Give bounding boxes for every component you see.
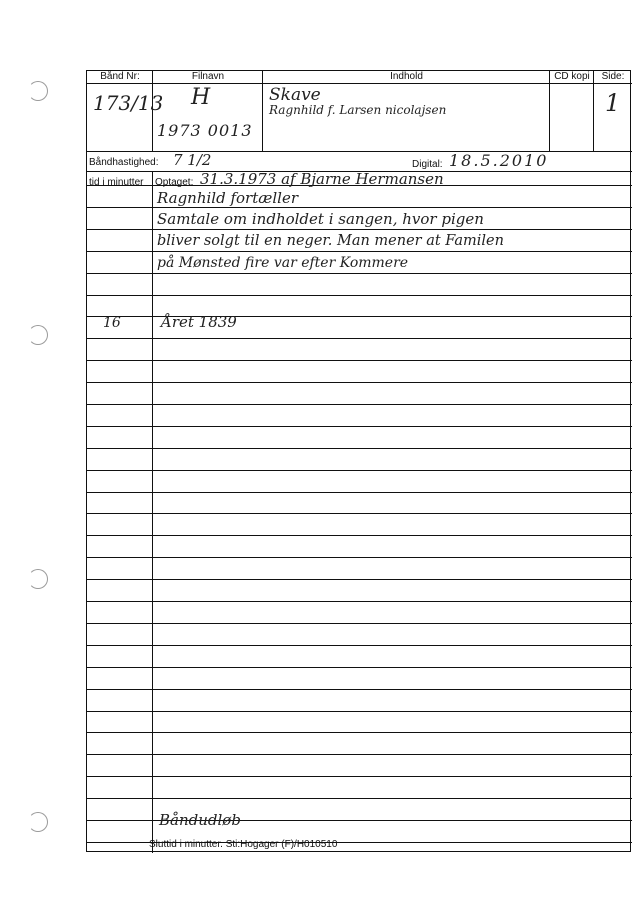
rule-line <box>87 601 632 602</box>
rule-line <box>87 404 632 405</box>
filnavn-number: 1973 0013 <box>157 121 253 140</box>
rule-line <box>87 229 632 230</box>
row-time: 16 <box>103 315 121 331</box>
tid-label: tid i minutter <box>89 177 144 188</box>
punch-hole <box>28 812 48 832</box>
side-value: 1 <box>605 89 621 117</box>
row-text: Båndudløb <box>159 811 241 829</box>
digital-label: Digital: <box>412 159 443 170</box>
rule-line <box>87 645 632 646</box>
rule-line <box>87 535 632 536</box>
header-side: Side: <box>601 71 625 82</box>
rule-line <box>87 513 632 514</box>
filnavn-letter: H <box>191 85 211 110</box>
optaget-value: 31.3.1973 af Bjarne Hermansen <box>200 170 444 188</box>
punch-hole <box>28 325 48 345</box>
indhold-line2: Ragnhild f. Larsen nicolajsen <box>269 103 447 117</box>
band-nr-value: 173/13 <box>93 91 164 115</box>
rule-line <box>87 295 632 296</box>
rule-line <box>87 689 632 690</box>
header-filnavn: Filnavn <box>191 71 225 82</box>
punch-hole <box>28 569 48 589</box>
header-band-nr: Bånd Nr: <box>100 71 140 82</box>
rule-line <box>87 426 632 427</box>
rule-line <box>87 776 632 777</box>
rule-line <box>87 338 632 339</box>
punch-hole <box>28 81 48 101</box>
rule-line <box>87 798 632 799</box>
rule-line <box>87 623 632 624</box>
speed-value: 7 1/2 <box>173 151 212 169</box>
rule-line <box>87 492 632 493</box>
rule-line <box>87 382 632 383</box>
rule-line <box>87 711 632 712</box>
footer-text: Sluttid i minutter. Sti:Hogager (F)/H010510 <box>149 839 338 850</box>
optaget-label: Optaget: <box>155 177 194 188</box>
row-text: på Mønsted fire var efter Kommere <box>157 255 409 271</box>
rule-line <box>87 579 632 580</box>
rule-line <box>87 557 632 558</box>
rule-line <box>87 732 632 733</box>
indhold-line1: Skave <box>269 85 321 105</box>
rule-line <box>87 667 632 668</box>
row-text: bliver solgt til en neger. Man mener at Familen <box>157 233 504 249</box>
rule-line <box>87 207 632 208</box>
header-cd-kopi: CD kopi <box>554 71 590 82</box>
rule-line <box>87 251 632 252</box>
row-text: Ragnhild fortæller <box>157 189 298 207</box>
digital-value: 18.5.2010 <box>449 151 549 170</box>
rule-line <box>87 360 632 361</box>
row-text: Året 1839 <box>161 313 237 331</box>
rule-line <box>87 448 632 449</box>
rule-line <box>87 273 632 274</box>
speed-label: Båndhastighed: <box>89 157 159 168</box>
header-indhold: Indhold <box>390 71 423 82</box>
rule-line <box>87 754 632 755</box>
row-text: Samtale om indholdet i sangen, hvor pigen <box>157 210 484 228</box>
rule-line <box>87 470 632 471</box>
tape-log-form <box>86 70 631 852</box>
